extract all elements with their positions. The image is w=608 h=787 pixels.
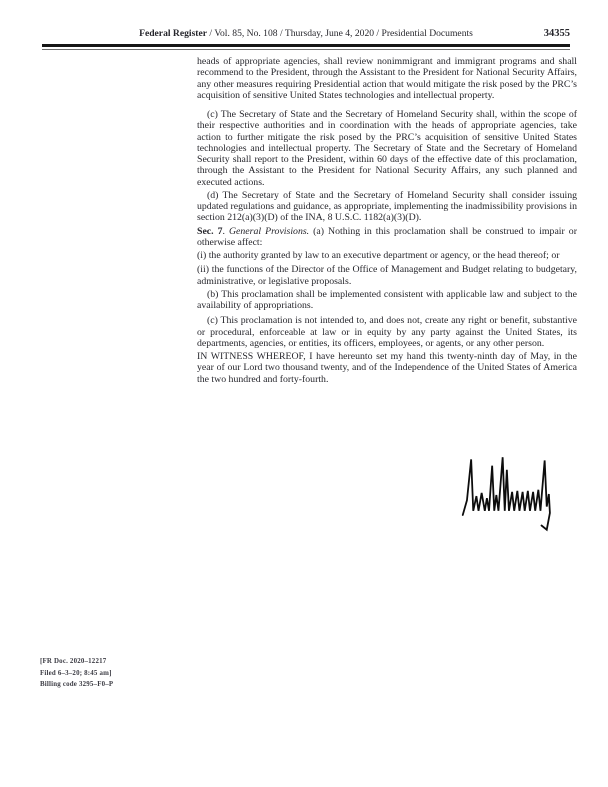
- paragraph-continuation: heads of appropriate agencies, shall review nonimmigrant and immigrant programs and shall recommend to the President, through the Assistant to the President for National Security Affairs, any other measures requiring Presidential action that would mitigate the risk posed by the PRC’s acquisition of sensitive United States technologies and intellectual property.: [197, 56, 577, 101]
- header-rule-thin: [42, 49, 570, 50]
- paragraph-sec7-heading: [197, 226, 577, 249]
- paragraph-sec6-d: (d) The Secretary of State and the Secretary of Homeland Security shall consider issuing updated regulations and guidance, as appropriate, implementing the inadmissibility provisions in section 212(a)(3)(D) of the INA, 8 U.S.C. 1182(a)(3)(D).: [197, 189, 577, 224]
- sec7-text: (a) Nothing in this proclamation shall be construed to impair or otherwise affect:: [197, 225, 577, 248]
- sec7-title: General Provisions.: [228, 225, 310, 237]
- paragraph-sec7-c: (c) This proclamation is not intended to, and does not, create any right or benefit, substantive or procedural, enforceable at law or in equity by any party against the United States, its departments, agencies, or entities, its officers, employees, or agents, or any other person.: [197, 315, 577, 349]
- sec7-separator: .: [222, 225, 229, 237]
- page-number: 34355: [543, 28, 570, 39]
- paragraph-sec6-c: (c) The Secretary of State and the Secretary of Homeland Security shall, within the scope of their respective authorities and in coordination with the heads of appropriate agencies, take action to further mitigate the risk posed by the PRC’s acquisition of sensitive United States technologies and intellectual property. The Secretary of State and the Secretary of Homeland Security shall report to the President, within 60 days of the effective date of this proclamation, through the Assistant to the President for National Security Affairs, any such planned and executed actions.: [197, 109, 577, 188]
- handwritten-signature-icon: [456, 452, 564, 536]
- sec7-label: Sec. 7: [197, 225, 223, 237]
- filed-date-line: Filed 6–3–20; 8:45 am]: [40, 669, 112, 677]
- journal-name: Federal Register: [139, 28, 208, 39]
- paragraph-in-witness: IN WITNESS WHEREOF, I have hereunto set my hand this twenty-ninth day of May, in the year of our Lord two thousand twenty, and of the Independence of the United States of America the two hundred and forty-fourth.: [197, 351, 577, 385]
- presidential-signature: [456, 452, 564, 536]
- document-body: [197, 56, 577, 385]
- paragraph-sec7-b: (b) This proclamation shall be implemented consistent with applicable law and subject to the availability of appropriations.: [197, 288, 577, 311]
- billing-code-line: Billing code 3295–F0–P: [40, 681, 114, 689]
- filing-block: [40, 656, 113, 691]
- header-citation: / Vol. 85, No. 108 / Thursday, June 4, 2020 / Presidential Documents: [207, 28, 473, 39]
- paragraph-sec7-i: (i) the authority granted by law to an executive department or agency, or the head thereof; or: [197, 250, 560, 261]
- paragraph-sec7-ii: (ii) the functions of the Director of the Office of Management and Budget relating to budgetary, administrative, or legislative proposals.: [197, 264, 577, 287]
- fr-doc-line: [FR Doc. 2020–12217: [40, 658, 107, 665]
- page-header: [42, 27, 570, 41]
- header-rule-thick: [42, 44, 570, 47]
